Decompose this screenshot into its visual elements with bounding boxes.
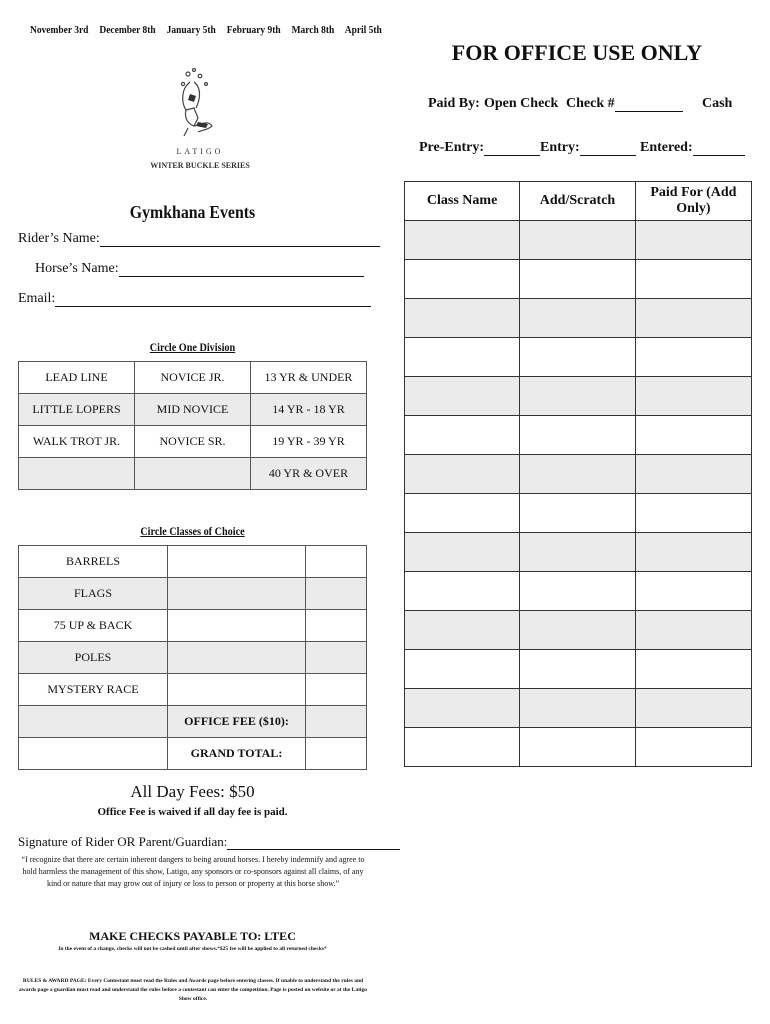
class-entry-cell[interactable] bbox=[168, 642, 306, 674]
division-cell[interactable]: LITTLE LOPERS bbox=[19, 394, 135, 426]
office-table-cell[interactable] bbox=[405, 377, 520, 416]
signature-field[interactable] bbox=[18, 834, 400, 850]
class-row bbox=[19, 674, 367, 706]
office-table-cell[interactable] bbox=[635, 416, 751, 455]
check-change-note: In the event of a change, checks will not be cashed until after shows.*$25 fee will be applied to all returned checks* bbox=[58, 946, 327, 952]
liability-disclaimer: “I recognize that there are certain inherent dangers to being around horses. I hereby indemnify and agree to hold harmless the management of this show, Latigo, any sponsors or co-sponsors against all claims, of any kind or nature that may grow out of injury or loss to person or property at this horse show.” bbox=[21, 855, 365, 888]
office-fee-label: OFFICE FEE ($10): bbox=[168, 706, 306, 738]
date-5: March 8th bbox=[291, 24, 335, 36]
office-table-cell[interactable] bbox=[405, 650, 520, 689]
pre-entry-line[interactable] bbox=[484, 141, 540, 156]
cash-option[interactable]: Cash bbox=[702, 96, 733, 111]
logo-text-bottom: WINTER BUCKLE SERIES bbox=[150, 161, 250, 170]
entry-field[interactable] bbox=[540, 140, 636, 156]
office-table-cell[interactable] bbox=[405, 221, 520, 260]
signature-label: Signature of Rider OR Parent/Guardian: bbox=[18, 834, 228, 849]
class-row bbox=[19, 610, 367, 642]
class-fee-cell[interactable] bbox=[306, 642, 367, 674]
office-table-cell[interactable] bbox=[635, 299, 751, 338]
division-cell bbox=[135, 458, 251, 490]
show-dates bbox=[30, 24, 390, 36]
office-table-cell[interactable] bbox=[520, 221, 636, 260]
division-cell[interactable]: WALK TROT JR. bbox=[19, 426, 135, 458]
horse-name-field[interactable] bbox=[35, 261, 364, 277]
office-fee-row bbox=[19, 706, 367, 738]
office-table-cell[interactable] bbox=[405, 728, 520, 767]
office-table-row bbox=[405, 533, 752, 572]
division-cell[interactable]: LEAD LINE bbox=[19, 362, 135, 394]
grand-total-value[interactable] bbox=[306, 738, 367, 770]
class-name[interactable]: MYSTERY RACE bbox=[19, 674, 168, 706]
class-fee-cell[interactable] bbox=[306, 610, 367, 642]
division-row bbox=[19, 458, 367, 490]
office-table-cell[interactable] bbox=[635, 455, 751, 494]
rider-name-line[interactable] bbox=[100, 232, 380, 247]
date-2: December 8th bbox=[99, 24, 156, 36]
office-table-cell[interactable] bbox=[405, 455, 520, 494]
office-table-cell[interactable] bbox=[520, 650, 636, 689]
col-paid-for: Paid For (Add Only) bbox=[635, 182, 751, 221]
class-entry-cell[interactable] bbox=[168, 610, 306, 642]
office-table-cell[interactable] bbox=[520, 728, 636, 767]
rider-name-field[interactable] bbox=[18, 231, 380, 247]
office-table-cell[interactable] bbox=[520, 338, 636, 377]
office-class-table bbox=[404, 181, 752, 767]
classes-table bbox=[18, 545, 367, 770]
office-table-cell[interactable] bbox=[405, 689, 520, 728]
rules-note: RULES & AWARD PAGE: Every Contestant must read the Rules and Awards page before entering classes. If unable to understand the rules and awards page a guardian must read and understand the rules before a contestant can enter the competition. Page is posted on website or at the Latigo Show office. bbox=[19, 978, 367, 1002]
office-table-cell[interactable] bbox=[520, 416, 636, 455]
division-heading: Circle One Division bbox=[149, 340, 236, 354]
office-table-cell[interactable] bbox=[405, 533, 520, 572]
col-add-scratch: Add/Scratch bbox=[520, 182, 636, 221]
office-table-cell[interactable] bbox=[520, 260, 636, 299]
entry-line[interactable] bbox=[580, 141, 636, 156]
office-table-row bbox=[405, 494, 752, 533]
check-number-field[interactable] bbox=[566, 96, 683, 112]
paid-by-label: Paid By: bbox=[428, 96, 480, 111]
class-row bbox=[19, 546, 367, 578]
division-cell[interactable]: 19 YR - 39 YR bbox=[251, 426, 367, 458]
office-table-row bbox=[405, 260, 752, 299]
pre-entry-label: Pre-Entry: bbox=[419, 140, 485, 155]
office-table-cell[interactable] bbox=[635, 377, 751, 416]
horse-name-line[interactable] bbox=[119, 262, 364, 277]
office-table-row bbox=[405, 572, 752, 611]
division-cell[interactable]: NOVICE SR. bbox=[135, 426, 251, 458]
division-table bbox=[18, 361, 367, 490]
office-table-cell[interactable] bbox=[520, 611, 636, 650]
latigo-logo bbox=[150, 62, 250, 177]
office-table-row bbox=[405, 221, 752, 260]
office-table-cell[interactable] bbox=[635, 611, 751, 650]
class-entry-cell[interactable] bbox=[168, 546, 306, 578]
office-table-cell[interactable] bbox=[520, 455, 636, 494]
check-number-line[interactable] bbox=[615, 97, 683, 112]
division-cell[interactable]: 13 YR & UNDER bbox=[251, 362, 367, 394]
office-table-row bbox=[405, 611, 752, 650]
entered-line[interactable] bbox=[693, 141, 745, 156]
office-table-row bbox=[405, 455, 752, 494]
office-table-row bbox=[405, 650, 752, 689]
office-table-header bbox=[405, 182, 752, 221]
division-cell[interactable]: NOVICE JR. bbox=[135, 362, 251, 394]
office-table-cell[interactable] bbox=[405, 338, 520, 377]
division-row bbox=[19, 362, 367, 394]
office-table-cell[interactable] bbox=[405, 416, 520, 455]
class-name[interactable]: 75 UP & BACK bbox=[19, 610, 168, 642]
class-name[interactable]: FLAGS bbox=[19, 578, 168, 610]
office-table-cell[interactable] bbox=[635, 533, 751, 572]
office-table-row bbox=[405, 689, 752, 728]
office-table-cell[interactable] bbox=[635, 572, 751, 611]
all-day-fees: All Day Fees: $50 bbox=[130, 782, 255, 801]
office-table-cell[interactable] bbox=[405, 260, 520, 299]
office-table-cell[interactable] bbox=[635, 494, 751, 533]
class-name[interactable]: BARRELS bbox=[19, 546, 168, 578]
class-entry-cell[interactable] bbox=[168, 674, 306, 706]
division-row bbox=[19, 426, 367, 458]
email-line[interactable] bbox=[55, 292, 371, 307]
date-3: January 5th bbox=[166, 24, 216, 36]
date-4: February 9th bbox=[226, 24, 281, 36]
office-table-cell[interactable] bbox=[405, 572, 520, 611]
logo-text-top: LATIGO bbox=[176, 147, 224, 156]
checks-payable: MAKE CHECKS PAYABLE TO: LTEC bbox=[89, 929, 296, 943]
office-table-cell[interactable] bbox=[405, 494, 520, 533]
office-table-cell[interactable] bbox=[635, 260, 751, 299]
form-title: Gymkhana Events bbox=[129, 202, 256, 222]
office-table-row bbox=[405, 416, 752, 455]
check-number-label: Check # bbox=[566, 96, 615, 111]
office-use-title: FOR OFFICE USE ONLY bbox=[451, 40, 703, 65]
entered-label: Entered: bbox=[640, 140, 693, 155]
entered-field[interactable] bbox=[640, 140, 745, 156]
division-cell[interactable]: MID NOVICE bbox=[135, 394, 251, 426]
office-table-cell[interactable] bbox=[635, 221, 751, 260]
class-fee-cell[interactable] bbox=[306, 578, 367, 610]
office-table-cell[interactable] bbox=[405, 611, 520, 650]
class-fee-cell[interactable] bbox=[306, 674, 367, 706]
division-cell[interactable]: 14 YR - 18 YR bbox=[251, 394, 367, 426]
office-table-cell[interactable] bbox=[520, 533, 636, 572]
date-6: April 5th bbox=[344, 24, 382, 36]
office-table-cell[interactable] bbox=[635, 728, 751, 767]
office-table-cell[interactable] bbox=[520, 689, 636, 728]
grand-total-label: GRAND TOTAL: bbox=[168, 738, 306, 770]
rider-name-label: Rider’s Name: bbox=[18, 231, 100, 246]
office-table-row bbox=[405, 299, 752, 338]
office-table-cell[interactable] bbox=[635, 689, 751, 728]
col-class-name: Class Name bbox=[405, 182, 520, 221]
office-table-cell[interactable] bbox=[405, 299, 520, 338]
class-name[interactable]: POLES bbox=[19, 642, 168, 674]
office-table-cell[interactable] bbox=[520, 494, 636, 533]
horse-name-label: Horse’s Name: bbox=[35, 261, 119, 276]
fee-waived-note: Office Fee is waived if all day fee is paid. bbox=[97, 806, 288, 818]
office-table-cell[interactable] bbox=[635, 338, 751, 377]
open-check-option[interactable]: Open Check bbox=[484, 96, 559, 111]
division-row bbox=[19, 394, 367, 426]
signature-line[interactable] bbox=[227, 837, 400, 850]
office-table-row bbox=[405, 728, 752, 767]
class-entry-cell[interactable] bbox=[168, 578, 306, 610]
pre-entry-field[interactable] bbox=[419, 140, 540, 156]
office-table-cell[interactable] bbox=[520, 377, 636, 416]
email-label: Email: bbox=[18, 291, 56, 306]
office-fee-value[interactable] bbox=[306, 706, 367, 738]
office-table-cell[interactable] bbox=[520, 299, 636, 338]
grand-total-row bbox=[19, 738, 367, 770]
email-field[interactable] bbox=[18, 291, 371, 307]
division-cell bbox=[19, 458, 135, 490]
division-cell[interactable]: 40 YR & OVER bbox=[251, 458, 367, 490]
office-table-row bbox=[405, 377, 752, 416]
class-row bbox=[19, 578, 367, 610]
date-1: November 3rd bbox=[30, 24, 89, 36]
office-table-cell[interactable] bbox=[635, 650, 751, 689]
office-table-cell[interactable] bbox=[520, 572, 636, 611]
entry-label: Entry: bbox=[540, 140, 580, 155]
classes-heading: Circle Classes of Choice bbox=[140, 524, 245, 538]
class-fee-cell[interactable] bbox=[306, 546, 367, 578]
class-row bbox=[19, 642, 367, 674]
office-table-row bbox=[405, 338, 752, 377]
